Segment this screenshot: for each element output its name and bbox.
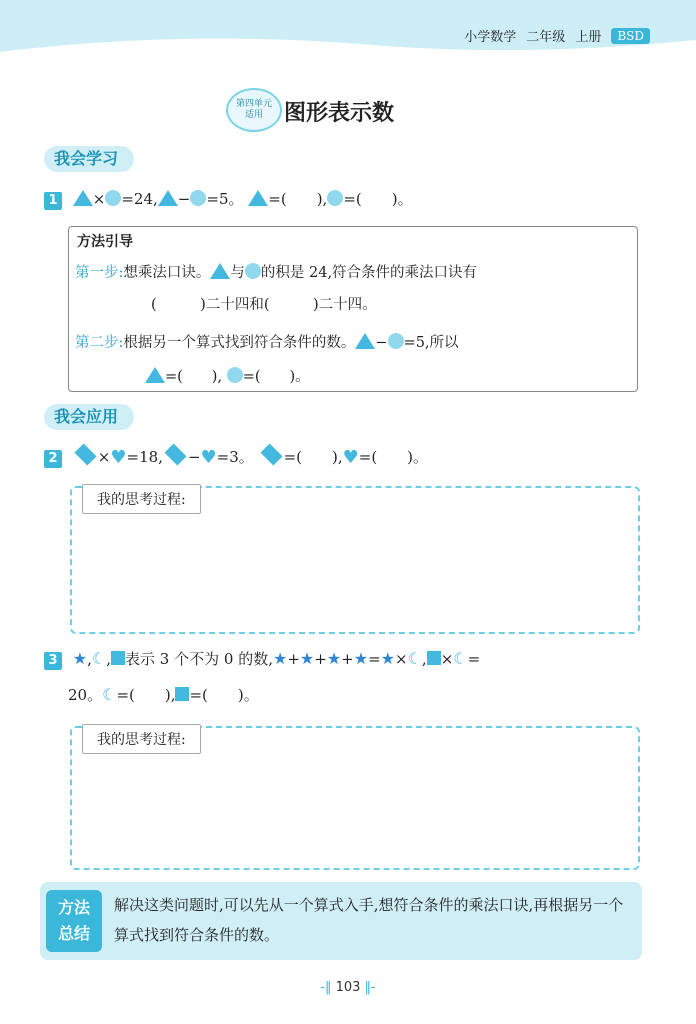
summary-text: 解决这类问题时,可以先从一个算式入手,想符合条件的乘法口诀,再根据另一个算式找到符合条件的数。 — [114, 896, 624, 944]
circle-icon — [227, 367, 243, 383]
page-number-right-ornament: ‖- — [360, 980, 376, 995]
q1-times: × — [92, 190, 106, 208]
question-number: 1 — [44, 192, 62, 210]
method-guide-box — [68, 226, 638, 392]
method-step1-blanks[interactable]: ( )二十四和( )二十四。 — [151, 297, 377, 313]
page-number — [0, 980, 696, 995]
method-step2 — [75, 331, 459, 352]
step2-answer-blank-1[interactable]: =( ), — [165, 369, 223, 385]
step1-text-rest: 的积是 24,符合条件的乘法口诀有 — [260, 265, 478, 281]
header-grade: 二年级 — [526, 30, 566, 45]
question-number: 3 — [44, 652, 62, 670]
q1-answer-blank-2[interactable]: =( )。 — [343, 190, 413, 208]
unit-seal — [226, 88, 282, 132]
triangle-icon — [158, 190, 178, 206]
triangle-icon — [145, 367, 165, 383]
star-icon: ★ — [272, 649, 288, 668]
circle-icon — [388, 333, 404, 349]
section-apply: 我会应用 — [44, 404, 134, 430]
step2-label: 第二步: — [75, 335, 124, 351]
star-icon: ★ — [326, 649, 342, 668]
moon-icon: ☾ — [102, 685, 117, 704]
header-volume: 上册 — [575, 30, 602, 45]
question-3-line2 — [68, 684, 259, 705]
triangle-icon — [355, 333, 375, 349]
page-title: 图形表示数 — [284, 101, 395, 126]
q3-answer-blank-1[interactable]: =( ), — [116, 686, 176, 704]
circle-icon — [245, 263, 261, 279]
step1-text-and: 与 — [230, 265, 245, 281]
summary-label-line1: 方法 — [57, 898, 90, 917]
diamond-icon — [260, 443, 282, 465]
question-3 — [44, 648, 480, 670]
star-icon: ★ — [72, 649, 88, 668]
q3-answer-blank-2[interactable]: =( )。 — [189, 686, 259, 704]
q3-plus: + — [341, 650, 354, 668]
q3-text: 表示 3 个不为 0 的数, — [125, 650, 273, 668]
unit-seal-line1: 第四单元 — [235, 99, 272, 109]
question-number: 2 — [44, 450, 62, 468]
heart-icon: ♥ — [342, 447, 359, 468]
q3-equals: = — [368, 650, 381, 668]
circle-icon — [327, 190, 343, 206]
diamond-icon — [164, 443, 186, 465]
q3-times: × — [395, 650, 408, 668]
q2-answer-blank-1[interactable]: =( ), — [283, 448, 343, 466]
q1-eq1: =24, — [121, 190, 158, 208]
think-process-label: 我的思考过程: — [82, 724, 201, 754]
q2-times: × — [97, 448, 111, 466]
star-icon: ★ — [299, 649, 315, 668]
circle-icon — [105, 190, 121, 206]
question-2 — [44, 446, 428, 468]
star-icon: ★ — [380, 649, 395, 668]
summary-label-line2: 总结 — [57, 924, 90, 943]
unit-seal-line2: 适用 — [244, 110, 263, 120]
question-1 — [44, 188, 413, 210]
think-process-label: 我的思考过程: — [82, 484, 201, 514]
q1-answer-blank-1[interactable]: =( ), — [268, 190, 328, 208]
square-icon — [427, 651, 441, 665]
q2-minus: − — [187, 448, 201, 466]
method-guide-title: 方法引导 — [77, 234, 133, 250]
triangle-icon — [248, 190, 268, 206]
q2-eq2: =3。 — [216, 448, 254, 466]
q3-comma: , — [421, 650, 427, 668]
book-header — [464, 26, 650, 45]
think-process-box-q3[interactable] — [70, 726, 640, 870]
q3-value-20: 20。 — [68, 686, 103, 704]
triangle-icon — [210, 263, 230, 279]
think-process-box-q2[interactable] — [70, 486, 640, 634]
moon-icon: ☾ — [453, 649, 468, 668]
q1-minus: − — [177, 190, 191, 208]
page-number-left-ornament: -‖ — [320, 980, 336, 995]
square-icon — [111, 651, 125, 665]
step2-answer-blank-2[interactable]: =( )。 — [242, 369, 310, 385]
step2-minus: − — [375, 335, 388, 351]
section-learn: 我会学习 — [44, 146, 134, 172]
q3-comma: , — [106, 650, 112, 668]
moon-icon: ☾ — [407, 649, 422, 668]
step2-text: 根据另一个算式找到符合条件的数。 — [123, 335, 356, 351]
square-icon — [175, 687, 189, 701]
step1-text: 想乘法口诀。 — [123, 265, 211, 281]
page-number-value: 103 — [335, 980, 361, 995]
q3-comma: , — [87, 650, 92, 668]
q3-plus: + — [287, 650, 300, 668]
q3-times: × — [440, 650, 454, 668]
circle-icon — [190, 190, 206, 206]
q1-eq2: =5。 — [206, 190, 244, 208]
heart-icon: ♥ — [200, 447, 217, 468]
step2-tail: =5,所以 — [403, 335, 459, 351]
triangle-icon — [73, 190, 93, 206]
diamond-icon — [74, 443, 96, 465]
summary-label — [46, 890, 102, 952]
step1-label: 第一步: — [75, 265, 124, 281]
moon-icon: ☾ — [91, 649, 107, 668]
q2-eq1: =18, — [126, 448, 163, 466]
q3-plus: + — [314, 650, 327, 668]
star-icon: ★ — [353, 649, 369, 668]
edition-badge: BSD — [611, 28, 650, 44]
heart-icon: ♥ — [110, 447, 127, 468]
method-summary-box — [40, 882, 642, 960]
q2-answer-blank-2[interactable]: =( )。 — [358, 448, 429, 466]
header-subject: 小学数学 — [464, 30, 517, 45]
method-step1 — [75, 261, 477, 282]
q3-equals: = — [467, 650, 481, 668]
method-step2-answers — [145, 365, 310, 386]
